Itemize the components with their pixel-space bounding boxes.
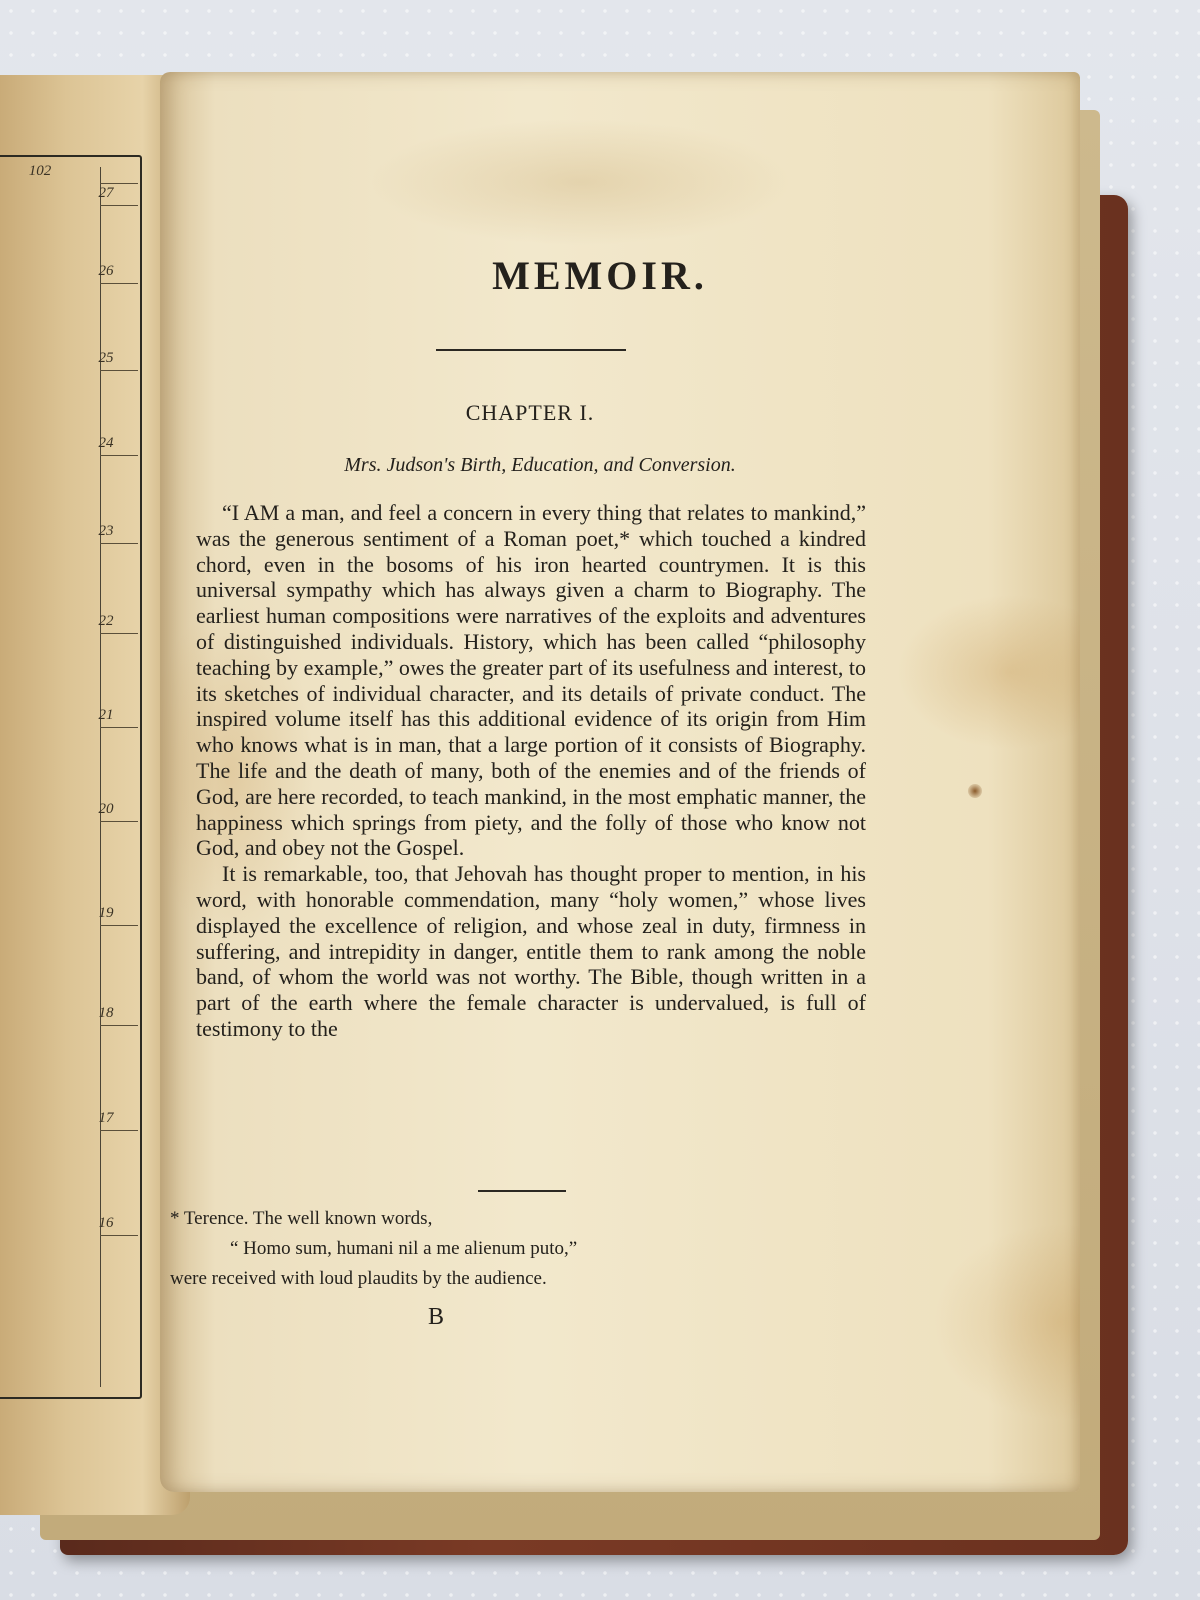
latitude-label: 26 [98, 263, 114, 279]
signature-mark: B [428, 1304, 445, 1330]
latitude-label: 102 [28, 163, 52, 179]
latitude-label: 27 [98, 185, 114, 201]
latitude-tick [100, 205, 138, 206]
footnote [170, 1204, 730, 1294]
latitude-tick [100, 1025, 138, 1026]
latitude-tick [100, 183, 138, 184]
map-frame-inner [0, 167, 101, 1387]
latitude-label: 17 [98, 1110, 114, 1126]
foxing-stain [968, 784, 982, 798]
footnote-line-1: * Terence. The well known words, [170, 1208, 433, 1229]
latitude-label: 25 [98, 350, 114, 366]
latitude-tick [100, 925, 138, 926]
footnote-rule [478, 1190, 566, 1192]
latitude-tick [100, 1235, 138, 1236]
page-title: MEMOIR. [492, 253, 708, 298]
latitude-label: 23 [98, 523, 114, 539]
chapter-subtitle: Mrs. Judson's Birth, Education, and Conversion. [344, 454, 736, 476]
latitude-label: 24 [98, 435, 114, 451]
latitude-tick [100, 370, 138, 371]
body-text [196, 500, 866, 1042]
latitude-tick [100, 633, 138, 634]
footnote-line-2: “ Homo sum, humani nil a me alienum puto,” [230, 1238, 578, 1259]
latitude-tick [100, 455, 138, 456]
latitude-label: 22 [98, 613, 114, 629]
footnote-line-3: were received with loud plaudits by the audience. [170, 1268, 547, 1289]
latitude-tick [100, 727, 138, 728]
title-rule [436, 349, 626, 351]
latitude-tick [100, 543, 138, 544]
latitude-label: 16 [98, 1215, 114, 1231]
latitude-tick [100, 821, 138, 822]
paragraph-2: It is remarkable, too, that Jehovah has thought proper to mention, in his word, with honorable commendation, many “holy women,” whose lives displayed the excellence of religion, and whose zeal in duty, firmness in suffering, and intrepidity in danger, entitle them to rank among the noble band, of whom the world was not worthy. The Bible, though written in a part of the earth where the female character is undervalued, is full of testimony to the [196, 861, 866, 1041]
chapter-heading: CHAPTER I. [465, 400, 595, 425]
latitude-label: 19 [98, 905, 114, 921]
latitude-tick [100, 283, 138, 284]
latitude-label: 20 [98, 801, 114, 817]
latitude-label: 18 [98, 1005, 114, 1021]
paragraph-1: “I AM a man, and feel a concern in every thing that relates to mankind,” was the generous sentiment of a Roman poet,* which touched a kindred chord, even in the bosoms of his iron hearted countrymen. It is this universal sympathy which has always given a charm to Biography. The earliest human compositions were narratives of the exploits and adventures of distinguished individuals. History, which has been called “philosophy teaching by example,” owes the greater part of its usefulness and interest, to its sketches of individual character, and its details of private conduct. The inspired volume itself has this additional evidence of its origin from Him who knows what is in man, that a large portion of it consists of Biography. The life and the death of many, both of the enemies and of the friends of God, are here recorded, to teach mankind, in the most emphatic manner, the happiness which springs from piety, and the folly of those who know not God, and obey not the Gospel. [196, 500, 866, 861]
right-page [160, 72, 1080, 1492]
latitude-label: 21 [98, 707, 114, 723]
latitude-tick [100, 1130, 138, 1131]
